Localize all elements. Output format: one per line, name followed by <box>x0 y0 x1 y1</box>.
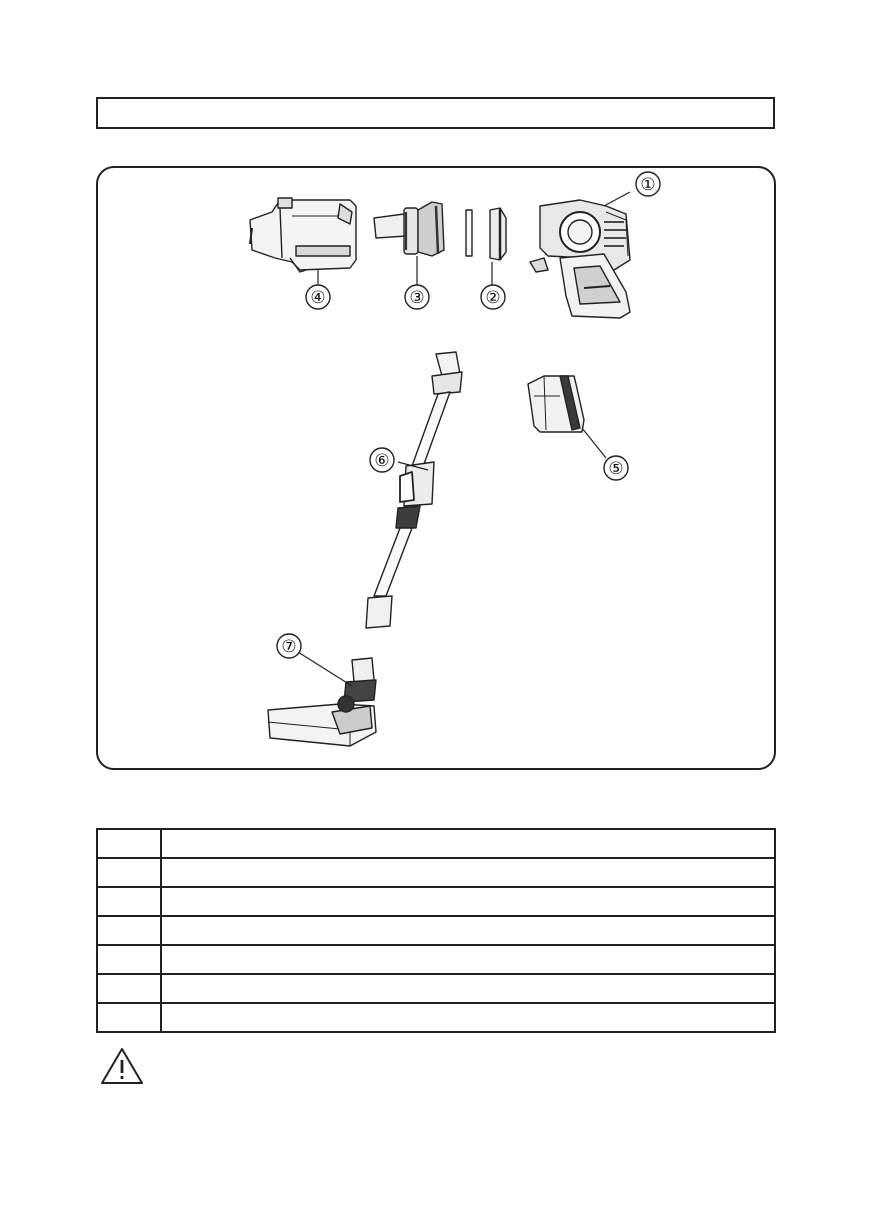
svg-text:⑥: ⑥ <box>374 451 390 471</box>
callout-1 <box>636 172 660 196</box>
part-description-cell <box>161 1003 775 1032</box>
svg-text:⑦: ⑦ <box>281 637 297 657</box>
callout-2 <box>481 285 505 309</box>
table-row <box>97 916 775 945</box>
part-number-cell <box>97 858 161 887</box>
table-row <box>97 887 775 916</box>
callout-7 <box>277 634 301 658</box>
svg-text:④: ④ <box>310 288 326 308</box>
part-description-cell <box>161 945 775 974</box>
part-description-cell <box>161 916 775 945</box>
part-number-cell <box>97 887 161 916</box>
dust-bin-icon <box>250 198 356 272</box>
parts-list-table <box>96 828 776 1033</box>
floor-brush-icon <box>268 658 376 746</box>
part-description-cell <box>161 858 775 887</box>
table-row <box>97 974 775 1003</box>
filter-disc-icon <box>466 208 506 260</box>
callout-4 <box>306 285 330 309</box>
part-number-cell <box>97 829 161 858</box>
table-row <box>97 1003 775 1032</box>
svg-text:⑤: ⑤ <box>608 459 624 479</box>
callout-6 <box>370 448 394 472</box>
extension-tube-icon <box>366 352 462 628</box>
callout-3 <box>405 285 429 309</box>
battery-pack-icon <box>528 376 584 432</box>
part-number-cell <box>97 916 161 945</box>
svg-text:③: ③ <box>409 288 425 308</box>
part-number-cell <box>97 1003 161 1032</box>
cyclone-filter-icon <box>374 202 444 256</box>
warning-triangle-icon <box>99 1046 145 1086</box>
part-description-cell <box>161 829 775 858</box>
part-description-cell <box>161 974 775 1003</box>
callout-5 <box>604 456 628 480</box>
part-description-cell <box>161 887 775 916</box>
svg-text:②: ② <box>485 288 501 308</box>
table-row <box>97 829 775 858</box>
part-number-cell <box>97 945 161 974</box>
table-row <box>97 858 775 887</box>
svg-text:①: ① <box>640 175 656 195</box>
table-row <box>97 945 775 974</box>
part-number-cell <box>97 974 161 1003</box>
motor-body-icon <box>530 200 630 318</box>
